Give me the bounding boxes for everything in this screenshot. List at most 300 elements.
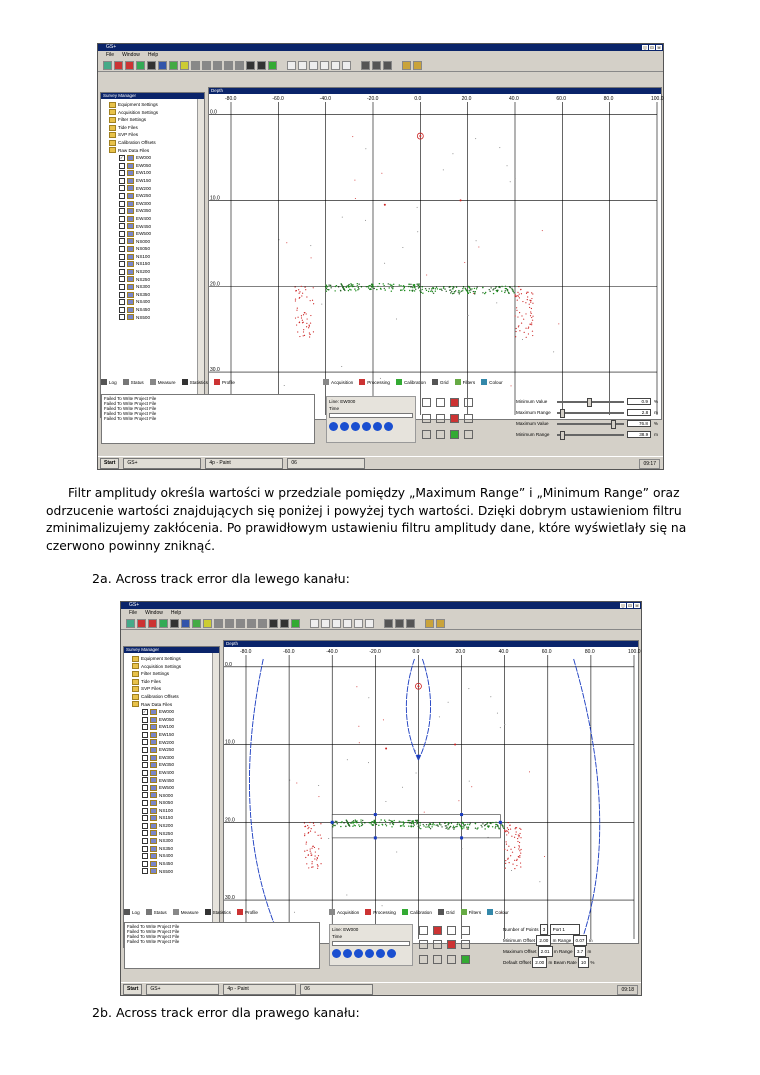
stop-icon[interactable] (384, 422, 393, 431)
tree-file[interactable] (132, 761, 219, 769)
calibration-handle[interactable] (374, 813, 377, 816)
filter-slider[interactable] (557, 423, 624, 425)
tool-button[interactable] (464, 398, 473, 407)
tree-folder[interactable] (109, 124, 204, 132)
file-checkbox[interactable] (119, 216, 125, 222)
file-checkbox[interactable] (142, 717, 148, 723)
sounding-point (443, 286, 444, 287)
tree-file[interactable] (132, 814, 219, 822)
play-icon[interactable] (329, 422, 338, 431)
tool-button[interactable] (461, 955, 470, 964)
tab-colour[interactable] (481, 379, 503, 385)
filter-value[interactable]: 76.8 (627, 420, 651, 427)
save-icon[interactable] (413, 61, 422, 70)
menu-help[interactable]: Help (147, 52, 159, 58)
toolbar-button[interactable] (246, 61, 255, 70)
task-paint[interactable]: 4p - Paint (205, 458, 283, 469)
step-forward-icon[interactable] (376, 949, 385, 958)
tool-grid (420, 396, 512, 445)
tree-folder[interactable] (132, 693, 219, 701)
calibration-handle[interactable] (460, 836, 463, 839)
log-line: Failed To Write Project File (127, 934, 180, 939)
file-checkbox[interactable] (142, 785, 148, 791)
hand-icon[interactable] (287, 61, 296, 70)
toolbar-button[interactable] (159, 619, 168, 628)
file-checkbox[interactable] (142, 762, 148, 768)
noise-point (304, 833, 305, 834)
tree-file[interactable] (109, 314, 204, 322)
tree-file[interactable] (109, 253, 204, 261)
tool-button[interactable] (447, 940, 456, 949)
tree-file[interactable] (109, 230, 204, 238)
sounding-point (497, 825, 498, 826)
rewind-icon[interactable] (351, 422, 360, 431)
tree-file[interactable] (132, 746, 219, 754)
tree-file[interactable] (109, 268, 204, 276)
file-checkbox[interactable] (142, 800, 148, 806)
toolbar-button[interactable] (126, 619, 135, 628)
file-checkbox[interactable]: ✓ (120, 154, 124, 160)
tab-grid[interactable] (438, 909, 455, 915)
toolbar-button[interactable] (180, 61, 189, 70)
toolbar-button[interactable] (170, 619, 179, 628)
file-checkbox[interactable] (119, 276, 125, 282)
start-button[interactable]: Start (123, 984, 142, 995)
tree-file[interactable] (132, 860, 219, 868)
tree-file[interactable] (109, 207, 204, 215)
tree-folder[interactable] (132, 655, 219, 663)
file-checkbox[interactable] (142, 755, 148, 761)
file-checkbox[interactable] (142, 808, 148, 814)
tab-filters[interactable] (455, 379, 476, 385)
tab-statistics[interactable] (205, 909, 231, 915)
file-checkbox[interactable] (119, 284, 125, 290)
noise-point (352, 136, 353, 137)
tab-log[interactable] (124, 909, 140, 915)
sounding-point (453, 293, 454, 294)
tree-file[interactable] (109, 177, 204, 185)
sounding-point (477, 827, 478, 828)
filter-slider[interactable] (557, 401, 624, 403)
tree-folder[interactable] (132, 685, 219, 693)
tool-button[interactable] (433, 955, 442, 964)
file-checkbox[interactable] (119, 163, 125, 169)
toolbar-button[interactable] (268, 61, 277, 70)
file-checkbox[interactable] (142, 853, 148, 859)
tree-file[interactable] (109, 283, 204, 291)
noise-point (516, 295, 517, 296)
filter-value[interactable]: 2.8 (627, 409, 651, 416)
noise-point (320, 834, 321, 835)
tool-button[interactable] (419, 926, 428, 935)
sounding-point (344, 290, 345, 291)
tree-file[interactable] (109, 260, 204, 268)
maximize-icon[interactable]: □ (628, 603, 632, 608)
tab-processing[interactable] (365, 909, 396, 915)
tree-file[interactable] (109, 162, 204, 170)
file-checkbox[interactable] (142, 861, 148, 867)
tool-button[interactable] (461, 926, 470, 935)
tree-folder[interactable] (132, 678, 219, 686)
toolbar-button[interactable] (103, 61, 112, 70)
tab-profile[interactable] (214, 379, 235, 385)
tool-button[interactable] (450, 398, 459, 407)
tree-file[interactable] (109, 215, 204, 223)
task-paint[interactable]: 4p - Paint (223, 984, 296, 995)
menu-window[interactable]: Window (122, 52, 140, 58)
tree-file[interactable] (109, 298, 204, 306)
toolbar-button[interactable] (191, 61, 200, 70)
tree-file[interactable] (109, 291, 204, 299)
settings-icon[interactable] (395, 619, 404, 628)
tree-folder[interactable] (109, 139, 204, 147)
noise-point (516, 865, 517, 866)
file-checkbox[interactable] (119, 246, 125, 252)
file-checkbox[interactable] (142, 777, 148, 783)
play-icon[interactable] (332, 949, 341, 958)
tree-file[interactable] (132, 777, 219, 785)
tree-folder[interactable] (109, 101, 204, 109)
tree-file[interactable] (132, 739, 219, 747)
tree-file[interactable] (132, 822, 219, 830)
file-checkbox[interactable] (142, 724, 148, 730)
tab-colour[interactable] (487, 909, 509, 915)
maximize-icon[interactable]: □ (650, 45, 654, 50)
settings-icon[interactable] (372, 61, 381, 70)
filter-value[interactable]: 0.9 (627, 398, 651, 405)
max-offset-input[interactable]: 2.01 (538, 946, 553, 957)
tree-file[interactable] (132, 754, 219, 762)
minimize-icon[interactable]: _ (621, 603, 625, 608)
tree-file[interactable] (132, 708, 219, 716)
toolbar-button[interactable] (192, 619, 201, 628)
close-icon[interactable]: × (635, 603, 639, 608)
task-gs[interactable]: GS+ (123, 458, 201, 469)
tree-file[interactable] (109, 245, 204, 253)
menu-window[interactable]: Window (145, 610, 163, 616)
tree-file[interactable] (132, 868, 219, 876)
start-button[interactable]: Start (100, 458, 119, 469)
tab-label: Statistics (189, 379, 208, 385)
step-back-icon[interactable] (362, 422, 371, 431)
tool-button[interactable] (450, 430, 459, 439)
tree-file[interactable] (109, 200, 204, 208)
minimize-icon[interactable]: _ (643, 45, 647, 50)
toolbar-button[interactable] (147, 61, 156, 70)
file-checkbox[interactable] (119, 170, 125, 176)
tab-acquisition[interactable] (329, 909, 359, 915)
tool-button[interactable] (461, 940, 470, 949)
tool-button[interactable] (436, 430, 445, 439)
tab-measure[interactable] (173, 909, 199, 915)
sounding-point (464, 825, 465, 826)
depth-plot[interactable] (224, 647, 641, 943)
tree-file[interactable] (132, 837, 219, 845)
tool-button[interactable] (433, 926, 442, 935)
file-checkbox[interactable] (119, 178, 125, 184)
calibration-handle[interactable] (331, 821, 334, 824)
zoom-extent-icon[interactable] (331, 61, 340, 70)
printer-icon[interactable] (383, 61, 392, 70)
zoom-out-icon[interactable] (320, 61, 329, 70)
file-checkbox[interactable]: ✓ (143, 708, 147, 714)
tree-folder[interactable] (109, 147, 204, 155)
tool-button[interactable] (419, 955, 428, 964)
tree-file[interactable] (132, 731, 219, 739)
toolbar-button[interactable] (257, 61, 266, 70)
range1-input[interactable]: 0.07 (573, 935, 588, 946)
file-checkbox[interactable] (142, 846, 148, 852)
number-of-points-input[interactable]: 3 (540, 924, 549, 935)
tree-file[interactable] (109, 223, 204, 231)
file-checkbox[interactable] (119, 185, 125, 191)
toolbar-button[interactable] (269, 619, 278, 628)
tool-button[interactable] (436, 398, 445, 407)
slider-thumb[interactable] (587, 398, 592, 407)
tree-file[interactable] (132, 769, 219, 777)
file-checkbox[interactable] (119, 231, 125, 237)
sounding-point (399, 821, 400, 822)
rewind-icon[interactable] (354, 949, 363, 958)
toolbar-button[interactable] (214, 619, 223, 628)
tree-file[interactable] (109, 185, 204, 193)
zoom-out-icon[interactable] (343, 619, 352, 628)
printer-icon[interactable] (406, 619, 415, 628)
tab-measure[interactable] (150, 379, 176, 385)
tab-statistics[interactable] (182, 379, 208, 385)
tree-folder[interactable] (109, 116, 204, 124)
step-back-icon[interactable] (365, 949, 374, 958)
sounding-point (370, 289, 371, 290)
zoom-window-icon[interactable] (342, 61, 351, 70)
file-checkbox[interactable] (142, 838, 148, 844)
file-checkbox[interactable] (142, 823, 148, 829)
toolbar-button[interactable] (258, 619, 267, 628)
slider-thumb[interactable] (560, 431, 565, 440)
file-checkbox[interactable] (119, 223, 125, 229)
tab-profile[interactable] (237, 909, 258, 915)
tree-file[interactable] (109, 276, 204, 284)
calibration-handle[interactable] (499, 821, 502, 824)
noise-point (310, 322, 311, 323)
close-icon[interactable]: × (657, 45, 661, 50)
menu-file[interactable]: File (129, 610, 138, 616)
beam-rate-input[interactable]: 10 (578, 957, 589, 968)
task-folder[interactable]: 06 (300, 984, 373, 995)
zoom-window-icon[interactable] (365, 619, 374, 628)
folder-icon (109, 102, 116, 108)
zoom-icon[interactable] (298, 61, 307, 70)
default-offset-input[interactable]: 2.00 (532, 957, 547, 968)
menu-help[interactable]: Help (170, 610, 182, 616)
file-checkbox[interactable] (119, 269, 125, 275)
toolbar-button[interactable] (247, 619, 256, 628)
file-checkbox[interactable] (142, 732, 148, 738)
file-checkbox[interactable] (119, 254, 125, 260)
noise-point (310, 853, 311, 854)
filter-slider[interactable] (557, 434, 624, 436)
file-checkbox[interactable] (142, 792, 148, 798)
tree-folder[interactable] (109, 109, 204, 117)
tool-button[interactable] (422, 398, 431, 407)
step-forward-icon[interactable] (373, 422, 382, 431)
noise-point (528, 333, 529, 334)
tree-file[interactable] (109, 192, 204, 200)
min-offset-input[interactable]: 2.00 (536, 935, 551, 946)
tool-button[interactable] (422, 430, 431, 439)
toolbar-button[interactable] (224, 61, 233, 70)
file-checkbox[interactable] (119, 299, 125, 305)
tree-file[interactable] (109, 238, 204, 246)
open-icon[interactable] (402, 61, 411, 70)
tree-file[interactable] (132, 830, 219, 838)
filter-slider[interactable] (557, 412, 624, 414)
slider-thumb[interactable] (560, 409, 565, 418)
file-checkbox[interactable] (142, 815, 148, 821)
tool-button[interactable] (464, 430, 473, 439)
tree-scrollbar[interactable] (197, 99, 204, 417)
tree-folder[interactable] (109, 131, 204, 139)
toolbar-button[interactable] (280, 619, 289, 628)
tree-file[interactable] (109, 169, 204, 177)
tab-filters[interactable] (461, 909, 482, 915)
time-slider[interactable] (329, 413, 413, 418)
tree-file[interactable] (132, 723, 219, 731)
noise-point (516, 307, 517, 308)
file-checkbox[interactable] (119, 307, 125, 313)
tool-button[interactable] (464, 414, 473, 423)
file-icon (150, 732, 157, 738)
calibration-handle[interactable] (374, 836, 377, 839)
pause-icon[interactable] (343, 949, 352, 958)
file-checkbox[interactable] (119, 208, 125, 214)
range2-input[interactable]: 3.7 (574, 946, 586, 957)
toolbar-button[interactable] (203, 619, 212, 628)
tree-file[interactable] (109, 306, 204, 314)
tool-button[interactable] (436, 414, 445, 423)
toolbar-button[interactable] (114, 61, 123, 70)
file-checkbox[interactable] (142, 770, 148, 776)
toolbar-button[interactable] (169, 61, 178, 70)
sounding-point (369, 822, 370, 823)
tree-folder[interactable] (132, 663, 219, 671)
tab-grid[interactable] (432, 379, 449, 385)
menu-file[interactable]: File (106, 52, 115, 58)
tool-button[interactable] (447, 955, 456, 964)
tree-file[interactable] (132, 792, 219, 800)
slider-thumb[interactable] (611, 420, 616, 429)
toolbar-button[interactable] (213, 61, 222, 70)
tab-acquisition[interactable] (323, 379, 353, 385)
tree-file[interactable] (132, 807, 219, 815)
time-slider[interactable] (332, 941, 410, 946)
zoom-icon[interactable] (321, 619, 330, 628)
tree-folder[interactable] (132, 670, 219, 678)
zoom-in-icon[interactable] (309, 61, 318, 70)
file-checkbox[interactable] (142, 747, 148, 753)
tab-icon (182, 379, 188, 385)
file-checkbox[interactable] (142, 830, 148, 836)
toolbar-button[interactable] (137, 619, 146, 628)
open-icon[interactable] (425, 619, 434, 628)
task-gs[interactable]: GS+ (146, 984, 219, 995)
task-folder[interactable]: 06 (287, 458, 365, 469)
tab-calibration[interactable] (402, 909, 432, 915)
toolbar-button[interactable] (181, 619, 190, 628)
tree-scrollbar[interactable] (212, 653, 219, 947)
toolbar-button[interactable] (236, 619, 245, 628)
tab-log[interactable] (101, 379, 117, 385)
toolbar-button[interactable] (291, 619, 300, 628)
tool-button[interactable] (433, 940, 442, 949)
pause-icon[interactable] (340, 422, 349, 431)
file-checkbox[interactable] (119, 193, 125, 199)
tree-folder[interactable] (132, 701, 219, 709)
toolbar-button[interactable] (136, 61, 145, 70)
tool-button[interactable] (419, 940, 428, 949)
print-icon[interactable] (361, 61, 370, 70)
x-tick-label: -20.0 (367, 96, 379, 102)
tool-button[interactable] (450, 414, 459, 423)
tab-status[interactable] (146, 909, 167, 915)
toolbar-button[interactable] (148, 619, 157, 628)
file-checkbox[interactable] (119, 261, 125, 267)
calibration-box[interactable] (332, 815, 500, 838)
tree-file[interactable] (132, 784, 219, 792)
noise-point (368, 762, 369, 763)
tab-processing[interactable] (359, 379, 390, 385)
file-checkbox[interactable] (119, 292, 125, 298)
file-checkbox[interactable] (119, 238, 125, 244)
calibration-handle[interactable] (417, 755, 420, 758)
depth-plot[interactable] (209, 94, 664, 419)
sounding-point (469, 290, 470, 291)
print-icon[interactable] (384, 619, 393, 628)
calibration-handle[interactable] (460, 813, 463, 816)
file-checkbox[interactable] (119, 314, 125, 320)
tree-file[interactable] (109, 154, 204, 162)
filter-value[interactable]: 38.9 (627, 431, 651, 438)
toolbar-button[interactable] (158, 61, 167, 70)
save-icon[interactable] (436, 619, 445, 628)
tool-button[interactable] (422, 414, 431, 423)
tree-file[interactable] (132, 845, 219, 853)
tool-button[interactable] (447, 926, 456, 935)
noise-point (515, 296, 516, 297)
sounding-point (474, 293, 475, 294)
tab-status[interactable] (123, 379, 144, 385)
port-select[interactable]: Port 1 (550, 924, 580, 935)
file-checkbox[interactable] (142, 868, 148, 874)
filter-row (516, 407, 658, 418)
tree-file[interactable] (132, 852, 219, 860)
hand-icon[interactable] (310, 619, 319, 628)
zoom-extent-icon[interactable] (354, 619, 363, 628)
file-checkbox[interactable] (119, 201, 125, 207)
noise-point (519, 297, 520, 298)
toolbar-button[interactable] (202, 61, 211, 70)
sounding-point (421, 292, 422, 293)
tree-file[interactable] (132, 716, 219, 724)
zoom-in-icon[interactable] (332, 619, 341, 628)
tree-file[interactable] (132, 799, 219, 807)
toolbar-button[interactable] (235, 61, 244, 70)
stop-icon[interactable] (387, 949, 396, 958)
file-checkbox[interactable] (142, 739, 148, 745)
toolbar-button[interactable] (225, 619, 234, 628)
tab-calibration[interactable] (396, 379, 426, 385)
toolbar-button[interactable] (125, 61, 134, 70)
